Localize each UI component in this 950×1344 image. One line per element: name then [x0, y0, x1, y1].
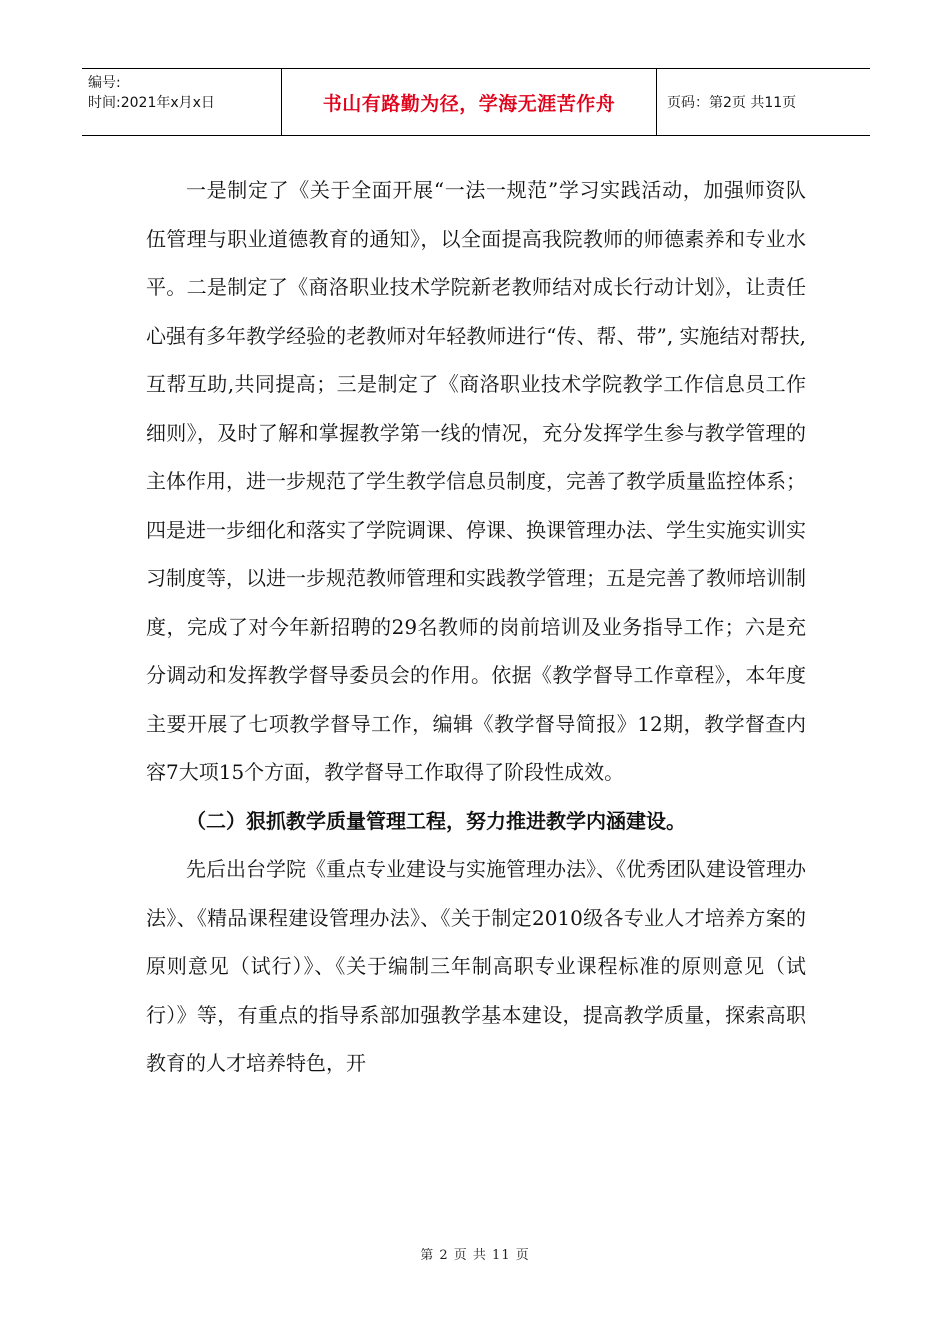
- header-motto: 书山有路勤为径，学海无涯苦作舟: [322, 92, 616, 115]
- document-body: [146, 166, 806, 1088]
- body-paragraph: 先后出台学院《重点专业建设与实施管理办法》、《优秀团队建设管理办法》、《精品课程建设管理办法》、《关于制定2010级各专业人才培养方案的原则意见（试行）》、《关于编制三年制高职专业课程标准的原则意见（试行）》等，有重点的指导系部加强教学基本建设，提高教学质量，探索高职教育的人才培养特色，开: [146, 857, 806, 1075]
- document-date-label: 时间:2021年x月x日: [88, 95, 215, 111]
- header-meta: [82, 69, 282, 135]
- body-paragraph: 一是制定了《关于全面开展“一法一规范”学习实践活动，加强师资队伍管理与职业道德教育的通知》，以全面提高我院教师的师德素养和专业水平。二是制定了《商洛职业技术学院新老教师结对成长行动计划》，让责任心强有多年教学经验的老教师对年轻教师进行“传、帮、带”, 实施结对帮扶,互帮互助,共同提高；三是制定了《商洛职业技术学院教学工作信息员工作细则》，及时了解和掌握教学第一线的情况，充分发挥学生参与教学管理的主体作用，进一步规范了学生教学信息员制度，完善了教学质量监控体系；四是进一步细化和落实了学院调课、停课、换课管理办法、学生实施实训实习制度等，以进一步规范教师管理和实践教学管理；五是完善了教师培训制度，完成了对今年新招聘的29名教师的岗前培训及业务指导工作；六是充分调动和发挥教学督导委员会的作用。依据《教学督导工作章程》，本年度主要开展了七项教学督导工作，编辑《教学督导简报》12期，教学督查内容7大项15个方面，教学督导工作取得了阶段性成效。: [146, 178, 806, 784]
- header-motto-cell: [282, 69, 657, 135]
- section-heading: （二）狠抓教学质量管理工程，努力推进教学内涵建设。: [186, 808, 686, 833]
- page-footer: 第 2 页 共 11 页: [420, 1248, 530, 1263]
- document-number-label: 编号:: [88, 75, 121, 91]
- page-header: [82, 68, 870, 136]
- header-page-cell: [657, 69, 870, 135]
- header-page-label: 页码：第2页 共11页: [667, 95, 797, 111]
